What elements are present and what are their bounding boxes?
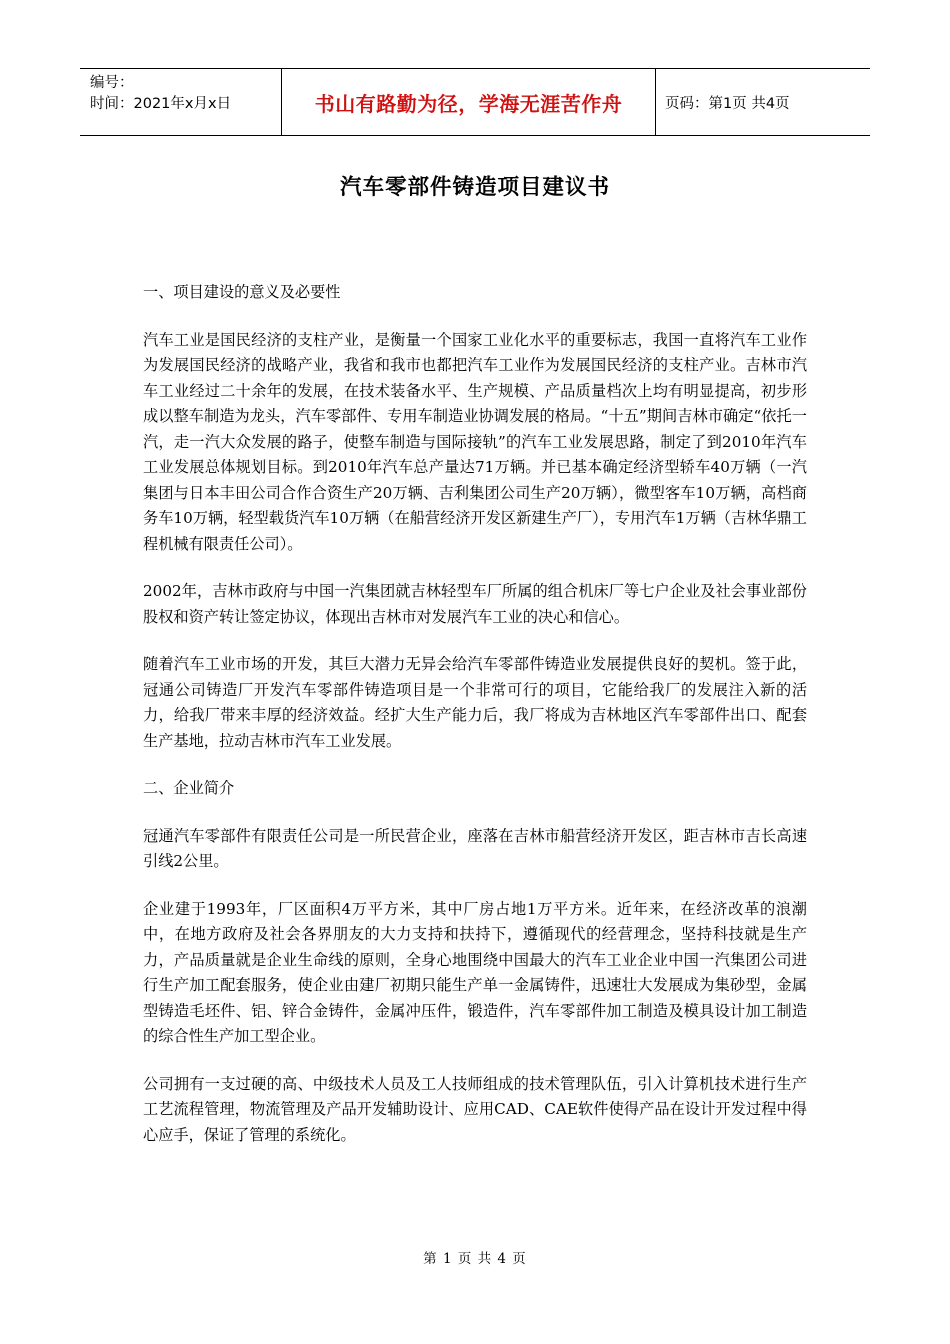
number-label: 编号： (90, 75, 134, 91)
paragraph: 随着汽车工业市场的开发，其巨大潜力无异会给汽车零部件铸造业发展提供良好的契机。签于此，冠通公司铸造厂开发汽车零部件铸造项目是一个非常可行的项目，它能给我厂的发展注入新的活力，给我厂带来丰厚的经济效益。经扩大生产能力后，我厂将成为吉林地区汽车零部件出口、配套生产基地，拉动吉林市汽车工业发展。 (143, 655, 807, 750)
page-info-text: 页码：第1页 共4页 (665, 95, 790, 112)
paragraph: 冠通汽车零部件有限责任公司是一所民营企业，座落在吉林市船营经济开发区，距吉林市吉长高速引线2公里。 (143, 826, 807, 870)
page-footer: 第 1 页 共 4 页 (423, 1251, 527, 1267)
header-meta-cell (80, 69, 282, 135)
paragraph: 企业建于1993年，厂区面积4万平方米，其中厂房占地1万平方米。近年来，在经济改革的浪潮中，在地方政府及社会各界朋友的大力支持和扶持下，遵循现代的经营理念，坚持科技就是生产力，产品质量就是企业生命线的原则，全身心地围绕中国最大的汽车工业企业中国一汽集团公司进行生产加工配套服务，使企业由建厂初期只能生产单一金属铸件，迅速壮大发展成为集砂型，金属型铸造毛坯件、铝、锌合金铸件，金属冲压件，锻造件，汽车零部件加工制造及模具设计加工制造的综合性生产加工型企业。 (143, 899, 807, 1045)
section-heading-1: 一、项目建设的意义及必要性 (143, 283, 341, 301)
document-body (143, 280, 807, 1170)
paragraph: 汽车工业是国民经济的支柱产业，是衡量一个国家工业化水平的重要标志，我国一直将汽车工业作为发展国民经济的战略产业，我省和我市也都把汽车工业作为发展国民经济的支柱产业。吉林市汽车工业经过二十余年的发展，在技术装备水平、生产规模、产品质量档次上均有明显提高，初步形成以整车制造为龙头，汽车零部件、专用车制造业协调发展的格局。“十五”期间吉林市确定“依托一汽，走一汽大众发展的路子，使整车制造与国际接轨”的汽车工业发展思路，制定了到2010年汽车工业发展总体规划目标。到2010年汽车总产量达71万辆。并已基本确定经济型轿车40万辆（一汽集团与日本丰田公司合作合资生产20万辆、吉利集团公司生产20万辆），微型客车10万辆，高档商务车10万辆，轻型载货汽车10万辆（在船营经济开发区新建生产厂），专用汽车1万辆（吉林华鼎工程机械有限责任公司）。 (143, 330, 807, 553)
document-title: 汽车零部件铸造项目建议书 (339, 175, 610, 200)
section-heading-2: 二、企业简介 (143, 779, 235, 797)
motto-cell (282, 69, 656, 135)
paragraph: 公司拥有一支过硬的高、中级技术人员及工人技师组成的技术管理队伍，引入计算机技术进行生产工艺流程管理，物流管理及产品开发辅助设计、应用CAD、CAE软件使得产品在设计开发过程中得心应手，保证了管理的系统化。 (143, 1074, 807, 1144)
motto-text: 书山有路勤为径，学海无涯苦作舟 (314, 91, 623, 116)
time-label: 时间：2021年x月x日 (90, 96, 232, 112)
page-info-cell (656, 69, 870, 135)
paragraph: 2002年，吉林市政府与中国一汽集团就吉林轻型车厂所属的组合机床厂等七户企业及社会事业部份股权和资产转让签定协议，体现出吉林市对发展汽车工业的决心和信心。 (143, 582, 807, 626)
header-table (80, 68, 870, 136)
